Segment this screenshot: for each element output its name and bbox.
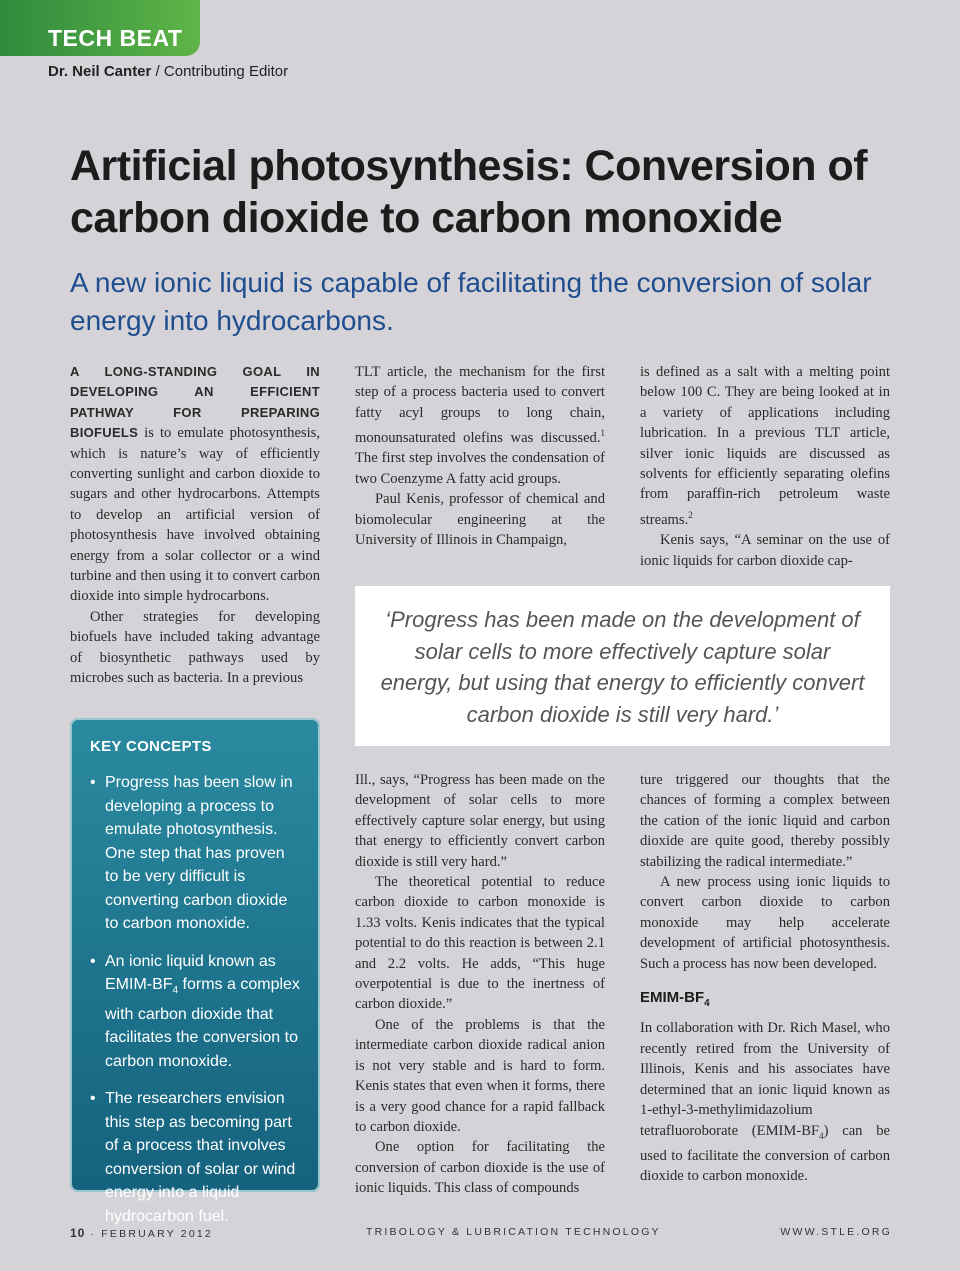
issue-date: FEBRUARY 2012 [101,1228,213,1240]
author-name: Dr. Neil Canter [48,63,152,80]
lead-in: A LONG-STANDING GOAL IN DEVELOPING AN EFFICIENT PATHWAY FOR PREPARING BIOFUELS [70,364,320,441]
body-column-1 [70,362,320,689]
key-concepts-box [70,718,320,1225]
bullet-icon: • [90,1090,96,1108]
article-deck: A new ionic liquid is capable of facilitating the conversion of solar energy into hydrocarbons. [70,267,872,336]
byline-separator: / [151,63,164,80]
footer-dot: · [85,1228,102,1240]
subhead-subscript: 4 [704,998,710,1010]
publication-name: TRIBOLOGY & LUBRICATION TECHNOLOGY [366,1226,661,1238]
reference-1: 1 [600,428,605,439]
paragraph-col5-a: ture triggered our thoughts that the chances of forming a complex between the cation of the ionic liquid and carbon dioxide are quite good, thereby possibly stabilizing the radical intermediate.” [640,772,890,870]
section-tab: TECH BEAT [0,0,200,56]
page-footer [70,1226,892,1242]
reference-2: 2 [688,509,693,520]
body-column-4 [355,770,605,1199]
paragraph-2-end-text: The first step involves the condensation of two Coenzyme A fatty acid groups. [355,450,605,487]
paragraph-col3-a [640,362,890,530]
key-concept-text: The researchers envision this step as becoming part of a process that involves conversion of solar or wind energy into a liquid hydrocarbon fuel. [105,1090,296,1225]
author-role: Contributing Editor [163,63,289,80]
key-concept-subscript: 4 [172,985,179,997]
formula-subscript: 4 [819,1130,824,1141]
article-title: Artificial photosynthesis: Conversion of carbon dioxide to carbon monoxide [70,142,868,242]
key-concept-item [90,950,302,1074]
bullet-icon: • [90,952,96,970]
paragraph-col3-a-text: is defined as a salt with a melting point below 100 C. They are being looked at in a variety of applications including lubrication. In a previous TLT article, silver ionic liquids are discussed as solvents for efficiently separating olefins from paraffin-rich petroleum waste streams. [640,364,890,528]
paragraph-2-continued [355,362,605,489]
body-column-2 [355,362,605,551]
website-url: WWW.STLE.ORG [780,1226,892,1238]
paragraph-col5-b: A new process using ionic liquids to convert carbon dioxide to carbon monoxide may help accelerate development of artificial photosynthesis. Such a process has now been developed. [640,874,890,972]
paragraph-col5-c [640,1018,890,1186]
byline [48,63,288,80]
paragraph-3: Paul Kenis, professor of chemical and biomolecular engineering at the University of Illinois in Champaign, [355,491,605,549]
page-number: 10 [70,1226,86,1240]
bullet-icon: • [90,774,96,791]
paragraph-col4-b: The theoretical potential to reduce carbon dioxide to carbon monoxide is 1.33 volts. Kenis indicates that the typical potential to do this reaction is between 2.1 and 2.2 volts. He adds, “This huge overpotential is due to the inertness of carbon dioxide.” [355,874,605,1013]
key-concepts-title: KEY CONCEPTS [90,738,212,755]
paragraph-col3-b: Kenis says, “A seminar on the use of ionic liquids for carbon dioxide cap- [640,532,890,569]
pull-quote: ‘Progress has been made on the development of solar cells to more effectively capture solar energy, but using that energy to efficiently convert carbon dioxide is still very hard.’ [355,586,890,746]
section-subhead [640,988,890,1014]
paragraph-col5-c-end: ) can be used to facilitate the conversion of carbon dioxide to carbon monoxide. [640,1122,891,1185]
paragraph-1 [70,362,320,607]
body-column-5 [640,770,890,1187]
key-concept-text: Progress has been slow in developing a process to emulate photosynthesis. One step that has proven to be very difficult is converting carbon dioxide to carbon monoxide. [105,774,293,932]
footer-left [70,1226,213,1240]
paragraph-col4-d: One option for facilitating the conversion of carbon dioxide is the use of ionic liquids. This class of compounds [355,1139,605,1197]
paragraph-2-cont-text: TLT article, the mechanism for the first step of a process bacteria used to convert fatty acyl groups to long chain, monounsaturated olefins was discussed. [355,364,605,447]
body-column-3 [640,362,890,571]
key-concept-text: An ionic liquid known as EMIM-BF [105,952,276,993]
paragraph-1-text: is to emulate photosynthesis, which is nature’s way of efficiently converting sunlight and carbon dioxide to sugars and other hydrocarbons. Attempts to develop an artificial version of photosynthesis have involved obtaining energy from a solar collector or a wind turbine and then using it to convert carbon dioxide into simple hydrocarbons. [70,425,320,605]
paragraph-col4-c: One of the problems is that the intermediate carbon dioxide radical anion is not very stable and is hard to form. Kenis states that even when it forms, there is a very good chance for a rapid fallback to carbon dioxide. [355,1016,605,1135]
paragraph-2: Other strategies for developing biofuels have included taking advantage of biosynthetic pathways used by microbes such as bacteria. In a previous [70,608,320,687]
key-concepts-list [90,771,302,1228]
paragraph-col5-c-text: In collaboration with Dr. Rich Masel, who recently retired from the University of Illinois, Kenis and his associates have determined that an ionic liquid known as 1-ethyl-3-methylimidazolium tetrafluoroborate (EMIM-BF [640,1020,890,1139]
key-concept-item [90,1087,302,1228]
key-concept-item [90,771,302,936]
subhead-text: EMIM-BF [640,989,705,1007]
paragraph-col4-a: Ill., says, “Progress has been made on the development of solar cells to more effectively capture solar energy, but using that energy to efficiently convert carbon dioxide is still very hard.” [355,772,605,870]
key-concept-text: forms a complex with carbon dioxide that facilitates the conversion to carbon monoxide. [105,976,300,1070]
